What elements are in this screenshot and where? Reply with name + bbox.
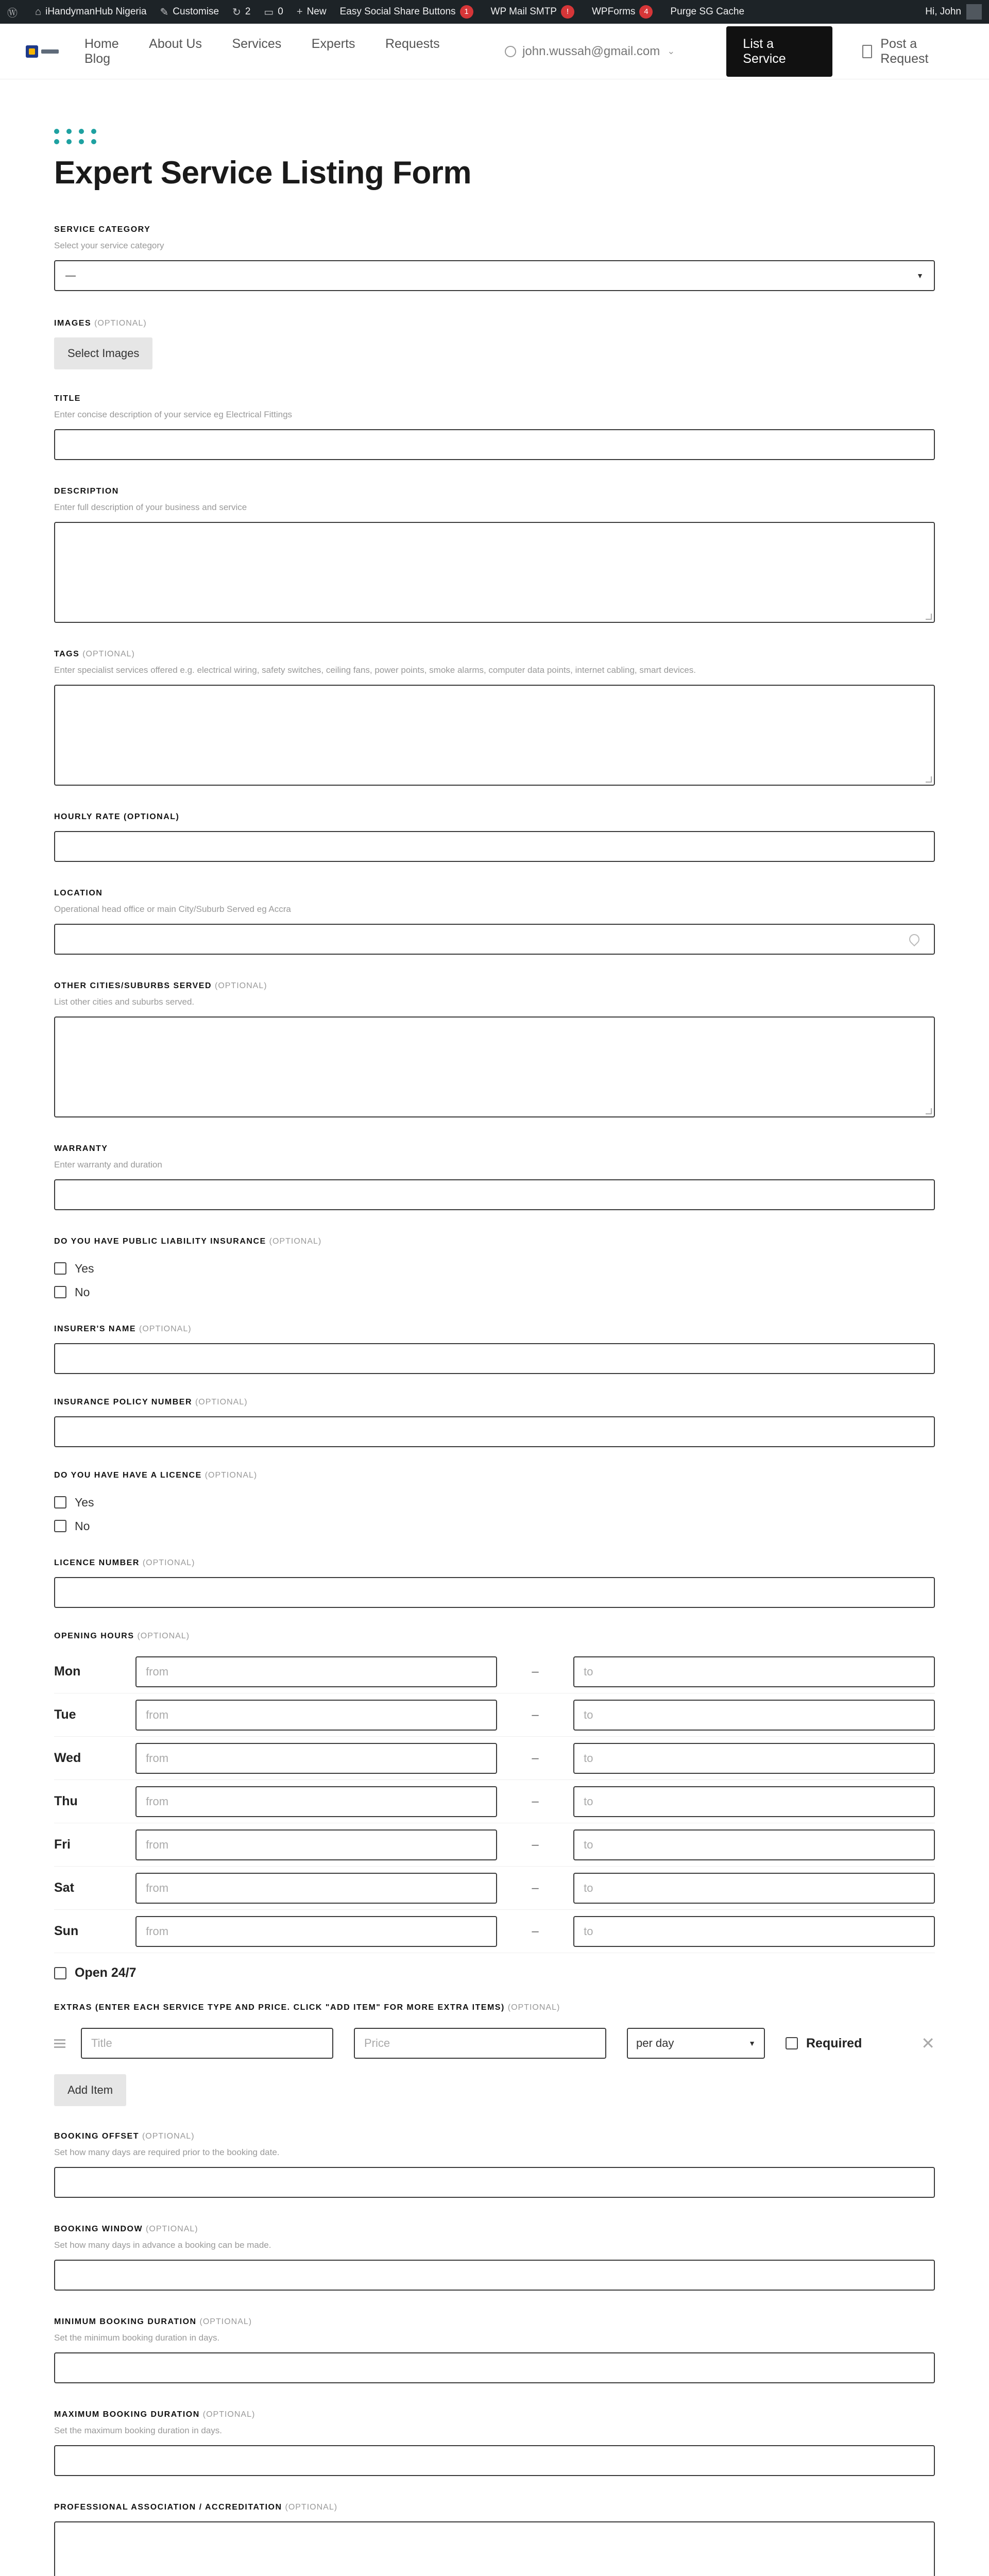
- max-booking-duration-field: MAXIMUM BOOKING DURATION (OPTIONAL) Set the maximum booking duration in days.: [54, 2410, 935, 2476]
- insurer-name-input[interactable]: [54, 1343, 935, 1374]
- from-input[interactable]: from: [135, 1786, 497, 1817]
- nav-experts[interactable]: Experts: [311, 36, 355, 51]
- home-icon: ⌂: [35, 6, 42, 18]
- notification-badge: !: [561, 5, 574, 19]
- to-input[interactable]: to: [573, 1873, 935, 1904]
- extra-per-select[interactable]: per day ▼: [627, 2028, 765, 2059]
- other-cities-field: OTHER CITIES/SUBURBS SERVED (OPTIONAL) List other cities and suburbs served.: [54, 981, 935, 1117]
- insurance-yes-checkbox[interactable]: Yes: [54, 1257, 935, 1280]
- admin-purge-cache-link[interactable]: Purge SG Cache: [670, 6, 745, 17]
- booking-window-field: BOOKING WINDOW (OPTIONAL) Set how many days in advance a booking can be made.: [54, 2225, 935, 2291]
- comment-icon: ▭: [264, 6, 274, 18]
- listing-form: [0, 129, 989, 2576]
- service-category-field: [54, 225, 935, 291]
- description-field: DESCRIPTION Enter full description of your business and service: [54, 487, 935, 623]
- close-icon[interactable]: ✕: [921, 2034, 935, 2053]
- other-cities-textarea[interactable]: [54, 1016, 935, 1117]
- select-images-button[interactable]: Select Images: [54, 337, 152, 369]
- admin-comments-link[interactable]: ▭ 0: [264, 6, 283, 18]
- tags-field: TAGS (OPTIONAL) Enter specialist services offered e.g. electrical wiring, safety switches, ceiling fans, power points, smoke alarms, computer data points, internet cabling, smart devices.: [54, 650, 935, 786]
- licence-number-input[interactable]: [54, 1577, 935, 1608]
- licence-no-checkbox[interactable]: No: [54, 1514, 935, 1538]
- policy-number-field: INSURANCE POLICY NUMBER (OPTIONAL): [54, 1398, 935, 1447]
- from-input[interactable]: from: [135, 1743, 497, 1774]
- location-input[interactable]: [54, 924, 935, 955]
- site-header: [0, 24, 989, 79]
- add-item-button[interactable]: Add Item: [54, 2074, 126, 2106]
- field-hint: Select your service category: [54, 241, 164, 250]
- plus-icon: +: [296, 6, 303, 18]
- admin-account-menu[interactable]: Hi, John: [925, 4, 982, 20]
- admin-site-link[interactable]: ⌂ iHandymanHub Nigeria: [35, 6, 147, 18]
- document-icon: [862, 45, 872, 58]
- account-menu[interactable]: john.wussah@gmail.com ⌄: [505, 44, 675, 59]
- title-field: TITLE Enter concise description of your service eg Electrical Fittings: [54, 394, 935, 460]
- wordpress-logo[interactable]: [7, 5, 22, 20]
- service-category-select[interactable]: — ▼: [54, 260, 935, 291]
- booking-offset-input[interactable]: [54, 2167, 935, 2198]
- location-pin-icon[interactable]: [907, 932, 922, 946]
- to-input[interactable]: to: [573, 1743, 935, 1774]
- images-field: IMAGES (OPTIONAL) Select Images: [54, 319, 935, 369]
- wordpress-icon: Ⓦ: [7, 7, 18, 19]
- chevron-down-icon: ▼: [916, 272, 924, 280]
- hours-row-mon: Mon from – to: [54, 1650, 935, 1693]
- brush-icon: ✎: [160, 6, 169, 18]
- to-input[interactable]: to: [573, 1656, 935, 1687]
- to-input[interactable]: to: [573, 1916, 935, 1947]
- min-booking-duration-field: MINIMUM BOOKING DURATION (OPTIONAL) Set the minimum booking duration in days.: [54, 2317, 935, 2383]
- list-service-button[interactable]: List a Service: [726, 26, 832, 77]
- licence-number-field: LICENCE NUMBER (OPTIONAL): [54, 1558, 935, 1608]
- extras-item-row: [54, 2028, 935, 2059]
- user-icon: [505, 46, 516, 57]
- from-input[interactable]: from: [135, 1656, 497, 1687]
- insurance-field: DO YOU HAVE PUBLIC LIABILITY INSURANCE (OPTIONAL) Yes No: [54, 1237, 935, 1304]
- to-input[interactable]: to: [573, 1786, 935, 1817]
- nav-services[interactable]: Services: [232, 36, 282, 51]
- association-field: PROFESSIONAL ASSOCIATION / ACCREDITATION (OPTIONAL): [54, 2503, 935, 2576]
- from-input[interactable]: from: [135, 1829, 497, 1860]
- to-input[interactable]: to: [573, 1829, 935, 1860]
- admin-wpforms-link[interactable]: WPForms 4: [592, 5, 657, 19]
- notification-badge: 4: [639, 5, 653, 19]
- booking-window-input[interactable]: [54, 2260, 935, 2291]
- max-booking-duration-input[interactable]: [54, 2445, 935, 2476]
- admin-new-link[interactable]: + New: [296, 6, 327, 18]
- licence-field: DO YOU HAVE HAVE A LICENCE (OPTIONAL) Yes No: [54, 1471, 935, 1538]
- nav-about-us[interactable]: About Us: [149, 36, 202, 51]
- policy-number-input[interactable]: [54, 1416, 935, 1447]
- admin-social-share-link[interactable]: Easy Social Share Buttons 1: [340, 5, 478, 19]
- avatar: [966, 4, 982, 20]
- nav-requests[interactable]: Requests: [385, 36, 440, 51]
- warranty-field: WARRANTY Enter warranty and duration: [54, 1144, 935, 1210]
- site-logo[interactable]: [26, 43, 59, 60]
- min-booking-duration-input[interactable]: [54, 2352, 935, 2383]
- from-input[interactable]: from: [135, 1916, 497, 1947]
- from-input[interactable]: from: [135, 1873, 497, 1904]
- hours-row-wed: Wed from – to: [54, 1737, 935, 1780]
- field-label: SERVICE CATEGORY: [54, 225, 151, 234]
- hours-row-sat: Sat from – to: [54, 1867, 935, 1910]
- tags-textarea[interactable]: [54, 685, 935, 786]
- hourly-rate-input[interactable]: [54, 831, 935, 862]
- admin-updates-link[interactable]: ↻ 2: [232, 6, 251, 18]
- opening-hours-field: OPENING HOURS (OPTIONAL) Mon from – to Tue from – to Wed from – to Thu from – to Fri from – to Sat from – to Sun from – to Open 24/7: [54, 1632, 935, 1980]
- admin-customise-link[interactable]: ✎ Customise: [160, 6, 219, 18]
- warranty-input[interactable]: [54, 1179, 935, 1210]
- booking-offset-field: BOOKING OFFSET (OPTIONAL) Set how many days are required prior to the booking date.: [54, 2132, 935, 2198]
- open-24-7-checkbox[interactable]: Open 24/7: [54, 1965, 935, 1980]
- title-input[interactable]: [54, 429, 935, 460]
- extras-field: EXTRAS (ENTER EACH SERVICE TYPE AND PRICE. CLICK "ADD ITEM" FOR MORE EXTRA ITEMS) (OPTIONAL) Title Price per day ▼ Required ✕ Add Item: [54, 2003, 935, 2106]
- chevron-down-icon: ▼: [748, 2039, 756, 2047]
- drag-handle-icon[interactable]: [54, 2037, 65, 2050]
- extra-required-checkbox[interactable]: Required: [786, 2036, 862, 2051]
- page-title: Expert Service Listing Form: [54, 155, 471, 191]
- location-field: LOCATION Operational head office or main City/Suburb Served eg Accra: [54, 889, 935, 955]
- hours-row-sun: Sun from – to: [54, 1910, 935, 1953]
- insurer-name-field: INSURER'S NAME (OPTIONAL): [54, 1325, 935, 1374]
- admin-smtp-link[interactable]: WP Mail SMTP !: [491, 5, 578, 19]
- decorative-dots: [54, 129, 91, 144]
- refresh-icon: ↻: [232, 6, 241, 18]
- description-textarea[interactable]: [54, 522, 935, 623]
- insurance-no-checkbox[interactable]: No: [54, 1280, 935, 1304]
- hourly-rate-field: HOURLY RATE (OPTIONAL): [54, 812, 935, 862]
- association-textarea[interactable]: [54, 2521, 935, 2576]
- extra-title-input[interactable]: Title: [81, 2028, 333, 2059]
- chevron-down-icon: ⌄: [667, 46, 675, 56]
- nav-blog[interactable]: Blog: [84, 51, 111, 66]
- extra-price-input[interactable]: Price: [354, 2028, 606, 2059]
- notification-badge: 1: [460, 5, 473, 19]
- nav-home[interactable]: Home: [84, 36, 119, 51]
- from-input[interactable]: from: [135, 1700, 497, 1731]
- to-input[interactable]: to: [573, 1700, 935, 1731]
- post-request-link[interactable]: Post a Request: [862, 37, 963, 66]
- opening-hours-table: [54, 1650, 935, 1953]
- hours-row-tue: Tue from – to: [54, 1693, 935, 1737]
- hours-row-fri: Fri from – to: [54, 1823, 935, 1867]
- main-nav: [84, 37, 500, 66]
- hours-row-thu: Thu from – to: [54, 1780, 935, 1823]
- wp-admin-bar: [0, 0, 989, 24]
- licence-yes-checkbox[interactable]: Yes: [54, 1490, 935, 1514]
